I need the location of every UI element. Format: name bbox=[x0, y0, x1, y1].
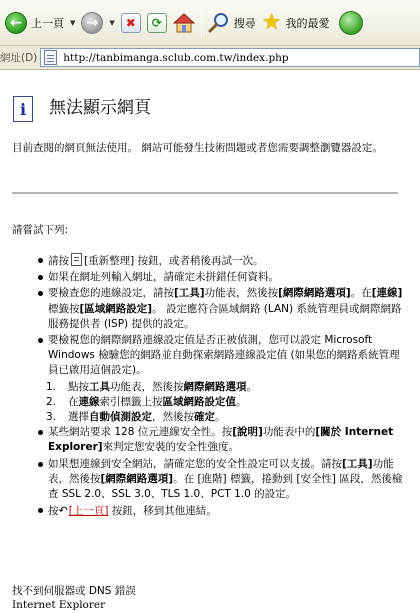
tip-text: [重新整理] 按鈕，或者稍後再試一次。 bbox=[84, 255, 264, 267]
favorites-button[interactable] bbox=[259, 6, 333, 40]
tip-text: 請按 bbox=[48, 255, 69, 267]
back-button[interactable] bbox=[2, 6, 78, 40]
list-item bbox=[12, 457, 408, 503]
tip-text: 功能表，然後按 bbox=[48, 457, 394, 485]
tip-text: 來判定您安裝的安全性強度。 bbox=[102, 441, 240, 454]
browser-toolbar bbox=[0, 0, 420, 46]
tip-bold: [網際網路選項] bbox=[100, 472, 174, 485]
tip-bold: [連線] bbox=[371, 287, 403, 300]
step-bold: 確定 bbox=[194, 411, 215, 424]
tip-bold: [工具] bbox=[174, 287, 205, 300]
refresh-button[interactable] bbox=[144, 6, 170, 40]
suggestion-list bbox=[12, 253, 408, 520]
home-icon bbox=[173, 12, 195, 34]
tip-text: 某些網站要求 128 位元連線安全性。按 bbox=[48, 426, 233, 439]
step-item bbox=[12, 380, 408, 395]
list-item bbox=[12, 253, 408, 269]
tip-text: 。在 bbox=[350, 287, 372, 300]
tip-text: 如果在網址列輸入網址，請確定未拼錯任何資料。 bbox=[48, 271, 279, 284]
search-icon bbox=[208, 12, 230, 34]
step-text: 選擇 bbox=[68, 411, 89, 424]
step-text: ，然後按 bbox=[152, 411, 194, 424]
tip-text: 功能表中的 bbox=[262, 426, 316, 439]
forward-dropdown-icon[interactable]: ▼ bbox=[109, 18, 115, 27]
tip-text: 。在 [進階] 標籤，捲動到 [安全性] 區段，然後檢查 SSL 2.0、SSL 3.0、TLS 1.0、PCT 1.0 的設定。 bbox=[48, 472, 403, 501]
step-text: 功能表，然後按 bbox=[110, 380, 184, 393]
tip-text: 功能表，然後按 bbox=[204, 287, 279, 300]
try-label: 請嘗試下列: bbox=[12, 224, 69, 236]
browser-name: Internet Explorer bbox=[12, 599, 106, 611]
tip-bold: [工具] bbox=[342, 457, 373, 470]
list-item bbox=[12, 425, 408, 455]
step-item bbox=[12, 410, 408, 425]
tip-text: 按鈕，移到其他連結。 bbox=[108, 505, 217, 518]
search-button[interactable] bbox=[205, 6, 259, 40]
favorites-button-label: 我的最愛 bbox=[285, 16, 330, 30]
toolbar-separator bbox=[201, 8, 202, 38]
tip-bold: [網際網路選項] bbox=[278, 287, 351, 300]
step-number: 2. bbox=[46, 395, 57, 408]
forward-button[interactable] bbox=[78, 6, 117, 40]
divider bbox=[12, 192, 398, 194]
error-type: 找不到伺服器或 DNS 錯誤 bbox=[12, 585, 136, 597]
tip-text: 要檢視您的網際網路連線設定值是否正被偵測，您可以設定 Microsoft Windows 檢驗您的網路並自動探索網路連線設定值 (如果您的網路系統管理員已啟用這個設定)。 bbox=[48, 334, 400, 377]
stop-button[interactable] bbox=[118, 6, 144, 40]
intro-text: 目前查閱的網頁無法使用。 網站可能發生技術問題或者您需要調整瀏覽器設定。 bbox=[12, 142, 383, 154]
step-item bbox=[12, 395, 408, 410]
star-icon: ★ bbox=[261, 9, 282, 35]
tip-bold: [區域網路設定] bbox=[79, 302, 153, 315]
step-bold: 自動偵測設定 bbox=[89, 411, 152, 424]
step-bold: 連線 bbox=[78, 395, 100, 408]
list-item bbox=[12, 333, 408, 379]
step-bold: 網際網路選項 bbox=[183, 380, 247, 393]
media-icon[interactable] bbox=[339, 11, 363, 35]
address-bar bbox=[0, 46, 420, 70]
address-url[interactable]: http://tanbimanga.sclub.com.tw/index.php bbox=[63, 51, 289, 64]
back-button-label: 上一頁 bbox=[31, 16, 64, 30]
step-text: 索引標籤上按 bbox=[99, 395, 163, 408]
back-arrow-icon: ↶ bbox=[58, 504, 68, 518]
step-text: 。 bbox=[236, 395, 247, 408]
step-text: 。 bbox=[215, 411, 226, 424]
tip-text: 如果想連線到安全網站，請確定您的安全性設定可以支援。請按 bbox=[48, 457, 342, 470]
stop-icon: ✖ bbox=[121, 13, 141, 33]
home-button[interactable] bbox=[170, 6, 198, 40]
step-text: 在 bbox=[68, 395, 79, 408]
tip-bold: [說明] bbox=[232, 426, 263, 439]
back-link[interactable]: [上一頁] bbox=[68, 505, 109, 518]
back-arrow-icon: ← bbox=[5, 12, 27, 34]
step-list bbox=[12, 380, 408, 426]
step-text: 點按 bbox=[68, 380, 89, 393]
back-dropdown-icon[interactable]: ▼ bbox=[70, 18, 76, 27]
step-text: 。 bbox=[246, 380, 257, 393]
search-button-label: 搜尋 bbox=[233, 16, 256, 30]
step-bold: 工具 bbox=[89, 380, 110, 393]
page-title: 無法顯示網頁 bbox=[49, 98, 151, 118]
step-number: 3. bbox=[46, 411, 57, 424]
tip-text: 要檢查您的連線設定，請按 bbox=[48, 287, 174, 300]
page-content bbox=[0, 71, 420, 613]
refresh-page-icon bbox=[71, 253, 82, 266]
tip-text: 按 bbox=[48, 505, 59, 518]
tip-text: 。 設定應符合區域網路 (LAN) 系統管理員或網際網路服務提供者 (ISP) 提供的設定。 bbox=[48, 302, 402, 330]
list-item bbox=[12, 503, 408, 519]
address-label: 網址(D) bbox=[0, 52, 38, 64]
page-icon bbox=[44, 50, 57, 65]
step-number: 1. bbox=[46, 380, 57, 393]
forward-arrow-icon: → bbox=[81, 12, 103, 34]
tip-bold: [關於 Internet Explorer] bbox=[48, 426, 394, 454]
list-item bbox=[12, 286, 408, 332]
refresh-icon: ⟳ bbox=[147, 13, 167, 33]
address-input[interactable] bbox=[40, 48, 420, 67]
tip-text: 標籤按 bbox=[48, 302, 80, 315]
info-icon: i bbox=[13, 96, 33, 122]
list-item bbox=[12, 270, 408, 285]
error-footer bbox=[12, 584, 136, 612]
step-bold: 區域網路設定值 bbox=[162, 395, 236, 408]
